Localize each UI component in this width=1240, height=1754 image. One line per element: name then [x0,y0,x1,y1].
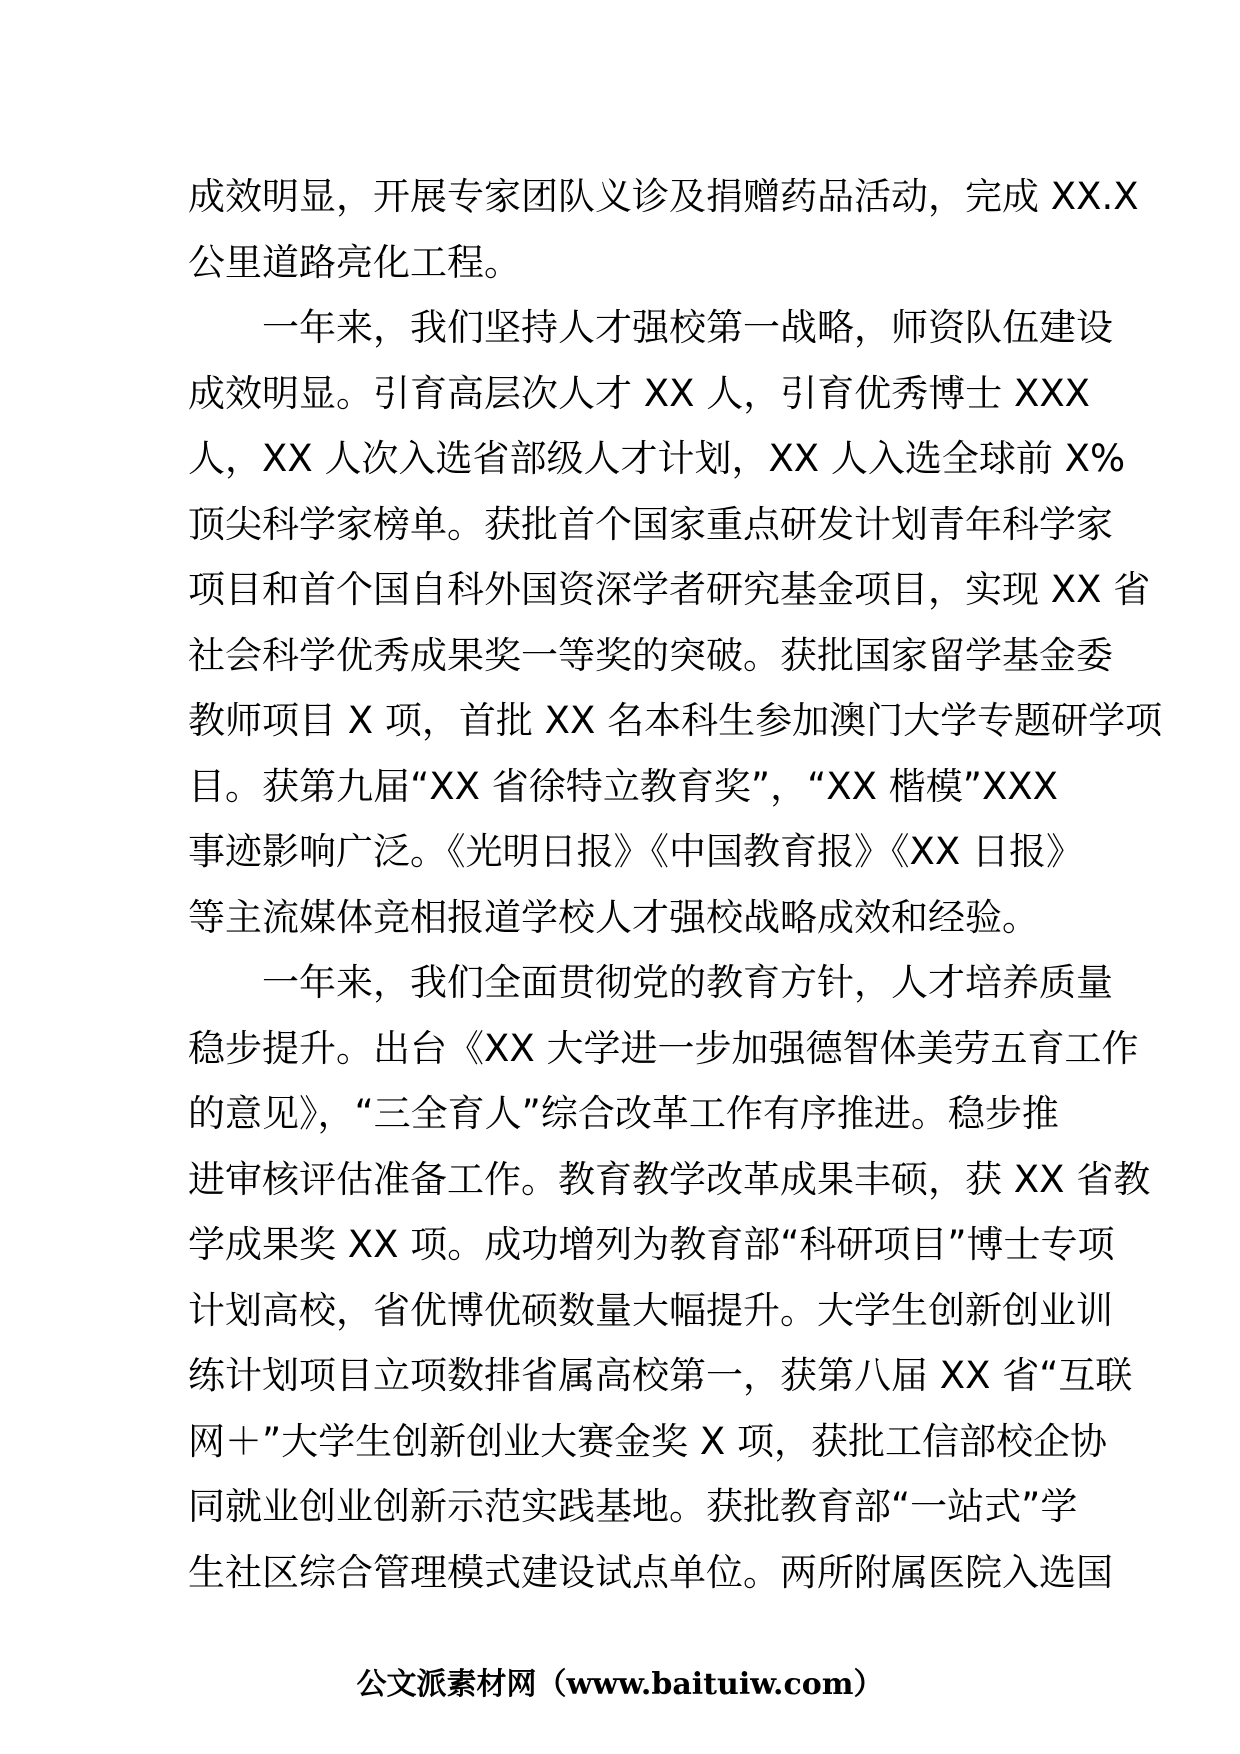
text-line: 公里道路亮化工程。 [188,240,521,284]
text-line: 练计划项目立项数排省属高校第一，获第八届 XX 省“互联 [188,1354,1133,1397]
text-line: 等主流媒体竞相报道学校人才强校战略成效和经验。 [188,895,1039,939]
text-line: 生社区综合管理模式建设试点单位。两所附属医院入选国 [188,1550,1113,1594]
footer-source-credit: 公文派素材网（www.baituiw.com） [356,1667,884,1702]
text-line: 计划高校，省优博优硕数量大幅提升。大学生创新创业训 [188,1288,1113,1332]
text-line: 事迹影响广泛。《光明日报》《中国教育报》《XX 日报》 [188,830,1083,873]
text-line: 项目和首个国自科外国资深学者研究基金项目，实现 XX 省 [188,568,1151,611]
text-line: 成效明显，开展专家团队义诊及捐赠药品活动，完成 XX.X [188,175,1139,218]
text-line: 一年来，我们坚持人才强校第一战略，师资队伍建设 [262,306,1113,349]
text-line: 的意见》，“三全育人”综合改革工作有序推进。稳步推 [188,1092,1059,1135]
text-line: 成效明显。引育高层次人才 XX 人，引育优秀博士 XXX [188,371,1091,415]
text-line: 目。获第九届“XX 省徐特立教育奖”，“XX 楷模”XXX [188,764,1058,808]
text-line: 稳步提升。出台《XX 大学进一步加强德智体美劳五育工作 [188,1026,1139,1070]
text-line: 进审核评估准备工作。教育教学改革成果丰硕，获 XX 省教 [188,1157,1151,1201]
text-line: 顶尖科学家榜单。获批首个国家重点研发计划青年科学家 [188,502,1113,546]
text-line: 社会科学优秀成果奖一等奖的突破。获批国家留学基金委 [188,633,1113,677]
text-line: 教师项目 X 项，首批 XX 名本科生参加澳门大学专题研学项 [188,699,1163,742]
text-line: 一年来，我们全面贯彻党的教育方针，人才培养质量 [262,961,1113,1004]
text-line: 同就业创业创新示范实践基地。获批教育部“一站式”学 [188,1485,1078,1528]
document-body [188,164,1163,1605]
text-line: 学成果奖 XX 项。成功增列为教育部“科研项目”博士专项 [188,1223,1115,1266]
text-line: 人，XX 人次入选省部级人才计划，XX 人入选全球前 X% [188,437,1126,480]
text-line: 网＋”大学生创新创业大赛金奖 X 项，获批工信部校企协 [188,1419,1108,1463]
